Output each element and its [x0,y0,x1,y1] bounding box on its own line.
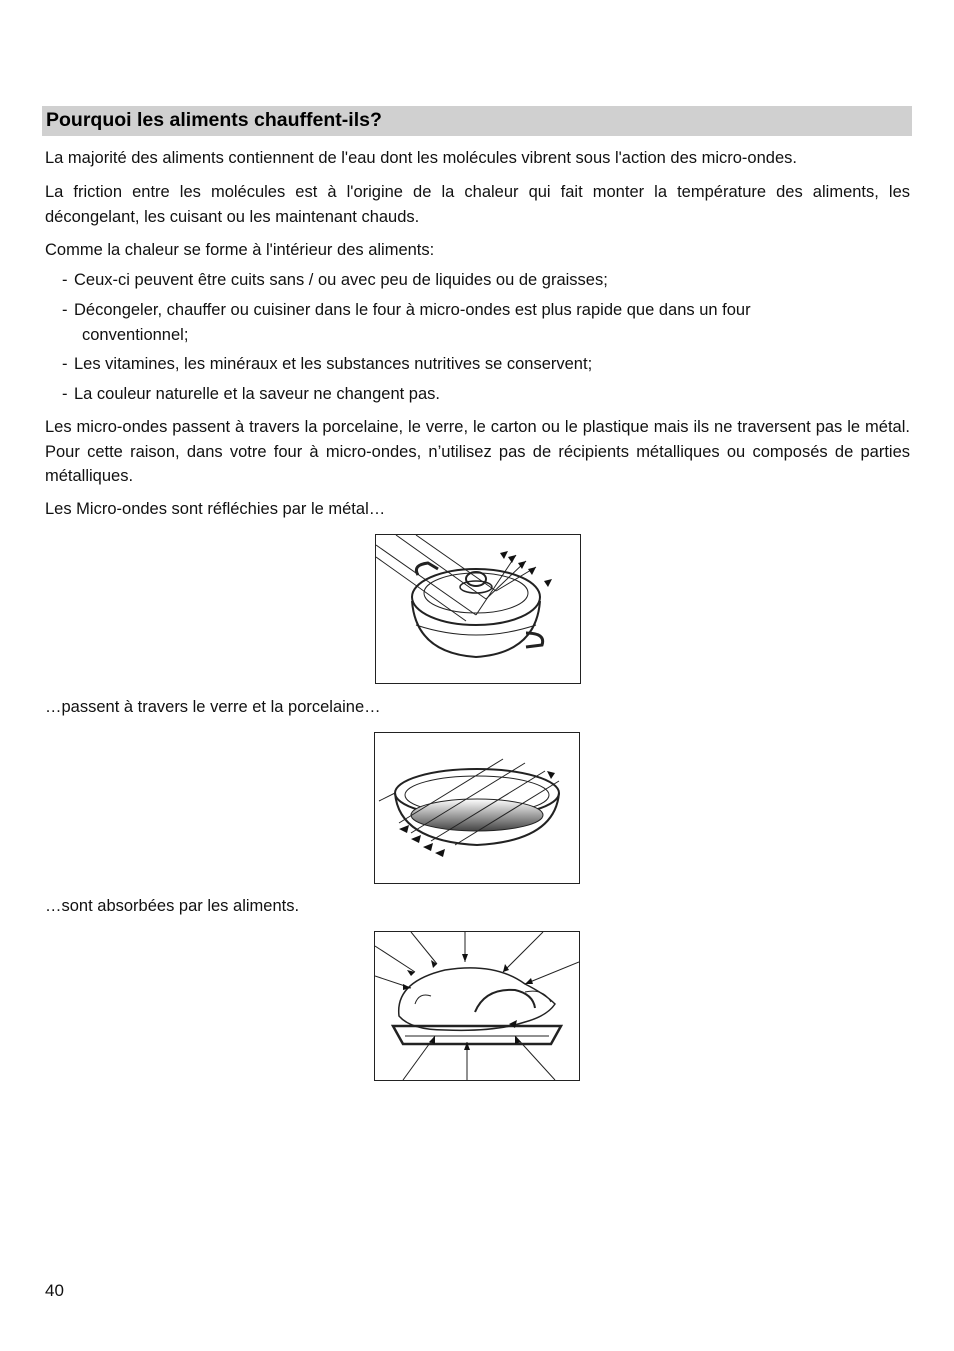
bullet-dash: - [62,355,68,373]
paragraph-friction: La friction entre les molécules est à l'origine de la chaleur qui fait monter la température des aliments, les décongelant, les cuisant ou les maintenant chauds. [45,183,910,226]
bullet-dash: - [62,271,68,289]
paragraph-water-molecules: La majorité des aliments contiennent de l'eau dont les molécules vibrent sous l'action des micro-ondes. [45,149,797,167]
section-heading: Pourquoi les aliments chauffent-ils? [46,109,382,131]
bullet-dash: - [62,301,68,319]
figure-poultry [374,931,580,1081]
bullet-text: Ceux-ci peuvent être cuits sans / ou avec peu de liquides ou de graisses; [74,271,608,289]
figure-metal-pot [375,534,581,684]
figure-glass-dish [374,732,580,884]
bullet-text-continuation: conventionnel; [82,325,189,344]
glass-dish-pass-through-illustration [375,733,579,883]
bullet-text: Les vitamines, les minéraux et les substances nutritives se conservent; [74,355,593,373]
metal-pot-reflection-illustration [376,535,580,683]
bullet-text: La couleur naturelle et la saveur ne changent pas. [74,385,440,403]
bullet-item [62,352,910,377]
section-heading-bar [42,106,912,136]
poultry-absorption-illustration [375,932,579,1080]
caption-metal: Les Micro-ondes sont réfléchies par le métal… [45,500,386,518]
page-number: 40 [45,1281,64,1300]
bullet-item [62,298,910,347]
bullet-dash: - [62,385,68,403]
bullet-item [62,382,910,407]
paragraph-heat-inside: Comme la chaleur se forme à l'intérieur des aliments: [45,241,435,259]
bullet-text: Décongeler, chauffer ou cuisiner dans le four à micro-ondes est plus rapide que dans un four [74,301,751,319]
caption-food: …sont absorbées par les aliments. [45,897,300,915]
caption-glass: …passent à travers le verre et la porcelaine… [45,698,381,716]
paragraph-materials: Les micro-ondes passent à travers la porcelaine, le verre, le carton ou le plastique mais ils ne traversent pas le métal. Pour cette raison, dans votre four à micro-ondes, n’utilisez pas de récipients métalliques ou composés de parties métalliques. [45,418,910,485]
bullet-item [62,268,910,293]
